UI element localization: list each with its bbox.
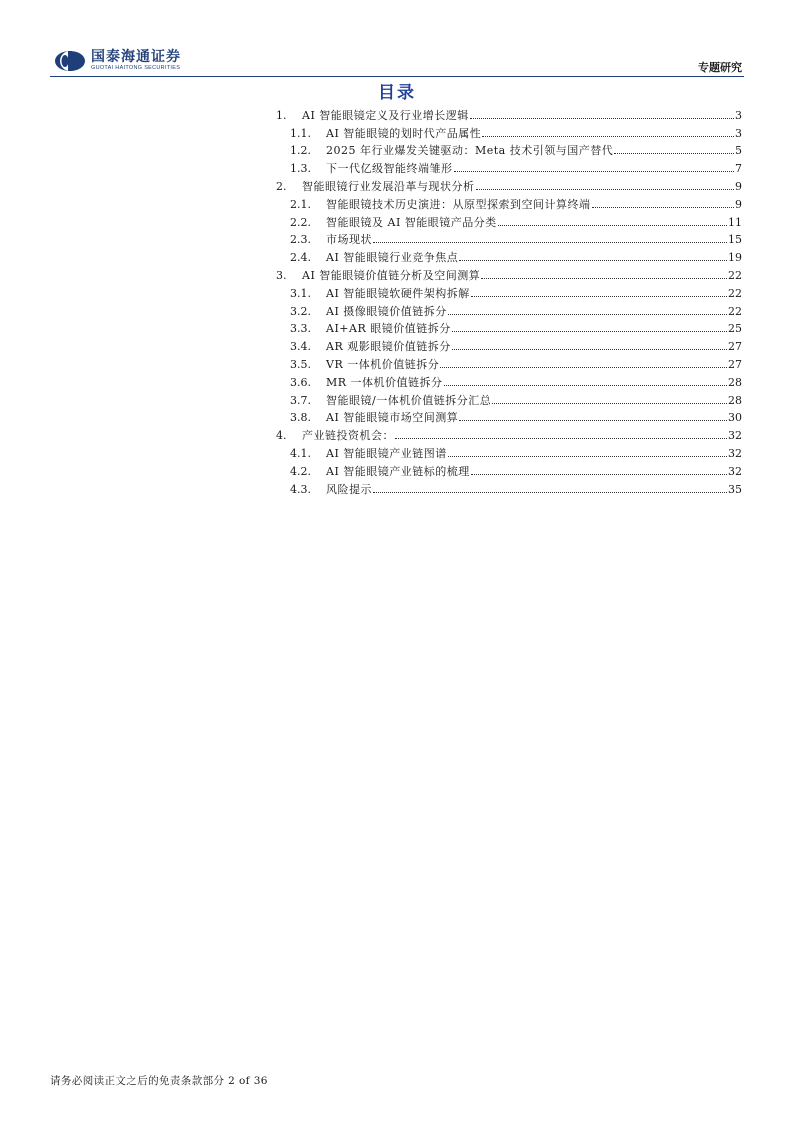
toc-entry-label: MR 一体机价值链拆分 bbox=[326, 375, 443, 389]
toc-entry-number: 2.3. bbox=[290, 233, 311, 247]
toc-subsection[interactable] bbox=[276, 335, 742, 353]
toc-entry-label: 产业链投资机会： bbox=[302, 429, 394, 443]
toc-entry-number: 3.4. bbox=[290, 340, 311, 354]
toc-section[interactable] bbox=[276, 175, 742, 193]
toc-leader-dots bbox=[448, 314, 727, 315]
toc-leader-dots bbox=[481, 278, 727, 279]
toc-entry-number: 3.1. bbox=[290, 286, 311, 300]
toc-entry-page: 11 bbox=[728, 215, 742, 229]
toc-entry-label: AI 智能眼镜的划时代产品属性 bbox=[326, 126, 482, 140]
toc-entry-label: AI 智能眼镜软硬件架构拆解 bbox=[326, 286, 470, 300]
toc-subsection[interactable] bbox=[276, 478, 742, 496]
page-footer: 请务必阅读正文之后的免责条款部分 2 of 36 bbox=[50, 1075, 268, 1087]
toc-entry-number: 4. bbox=[276, 429, 287, 443]
toc-subsection[interactable] bbox=[276, 353, 742, 371]
toc-entry-label: AI 智能眼镜产业链标的梳理 bbox=[326, 464, 470, 478]
toc-entry-label: AI 智能眼镜价值链分析及空间测算 bbox=[302, 268, 481, 282]
toc-entry-page: 32 bbox=[728, 429, 742, 443]
toc-leader-dots bbox=[452, 331, 727, 332]
toc-entry-label: AI+AR 眼镜价值链拆分 bbox=[326, 322, 451, 336]
toc-entry-number: 3.2. bbox=[290, 304, 311, 318]
toc-entry-page: 7 bbox=[735, 162, 742, 176]
toc-leader-dots bbox=[471, 474, 727, 475]
report-type-label: 专题研究 bbox=[698, 61, 742, 74]
toc-leader-dots bbox=[498, 225, 727, 226]
toc-entry-number: 2. bbox=[276, 179, 287, 193]
toc-leader-dots bbox=[614, 153, 734, 154]
table-of-contents bbox=[276, 104, 742, 496]
toc-leader-dots bbox=[476, 189, 735, 190]
toc-entry-label: AI 智能眼镜定义及行业增长逻辑 bbox=[302, 108, 469, 122]
toc-entry-page: 35 bbox=[728, 482, 742, 496]
toc-entry-number: 1.3. bbox=[290, 162, 311, 176]
toc-entry-number: 3.7. bbox=[290, 393, 311, 407]
toc-entry-page: 3 bbox=[735, 126, 742, 140]
toc-entry-number: 1. bbox=[276, 108, 287, 122]
company-logo-icon bbox=[54, 50, 86, 72]
toc-leader-dots bbox=[482, 136, 734, 137]
toc-leader-dots bbox=[592, 207, 735, 208]
toc-entry-number: 3.6. bbox=[290, 375, 311, 389]
toc-entry-page: 15 bbox=[728, 233, 742, 247]
toc-subsection[interactable] bbox=[276, 300, 742, 318]
toc-entry-page: 19 bbox=[728, 251, 742, 265]
toc-leader-dots bbox=[470, 118, 734, 119]
toc-leader-dots bbox=[459, 260, 727, 261]
toc-entry-label: 智能眼镜/一体机价值链拆分汇总 bbox=[326, 393, 492, 407]
toc-entry-number: 3.5. bbox=[290, 357, 311, 371]
toc-entry-page: 9 bbox=[735, 179, 742, 193]
toc-entry-number: 3.3. bbox=[290, 322, 311, 336]
toc-subsection[interactable] bbox=[276, 246, 742, 264]
toc-entry-label: AI 摄像眼镜价值链拆分 bbox=[326, 304, 447, 318]
toc-subsection[interactable] bbox=[276, 389, 742, 407]
toc-entry-page: 22 bbox=[728, 268, 742, 282]
toc-leader-dots bbox=[373, 492, 727, 493]
toc-leader-dots bbox=[452, 349, 727, 350]
toc-entry-page: 3 bbox=[735, 108, 742, 122]
toc-entry-page: 27 bbox=[728, 357, 742, 371]
toc-entry-number: 2.4. bbox=[290, 251, 311, 265]
toc-entry-label: 风险提示 bbox=[326, 482, 372, 496]
company-logo bbox=[54, 50, 181, 72]
toc-entry-page: 32 bbox=[728, 446, 742, 460]
toc-subsection[interactable] bbox=[276, 211, 742, 229]
toc-entry-number: 4.2. bbox=[290, 464, 311, 478]
toc-section[interactable] bbox=[276, 424, 742, 442]
toc-leader-dots bbox=[454, 171, 735, 172]
toc-section[interactable] bbox=[276, 264, 742, 282]
toc-subsection[interactable] bbox=[276, 229, 742, 247]
toc-entry-label: 2025 年行业爆发关键驱动：Meta 技术引领与国产替代 bbox=[326, 144, 614, 158]
toc-leader-dots bbox=[440, 367, 727, 368]
toc-subsection[interactable] bbox=[276, 371, 742, 389]
toc-entry-page: 9 bbox=[735, 197, 742, 211]
toc-leader-dots bbox=[373, 242, 727, 243]
toc-entry-label: AI 智能眼镜行业竞争焦点 bbox=[326, 251, 459, 265]
toc-entry-number: 4.3. bbox=[290, 482, 311, 496]
toc-entry-label: VR 一体机价值链拆分 bbox=[326, 357, 440, 371]
toc-subsection[interactable] bbox=[276, 442, 742, 460]
toc-entry-label: AR 观影眼镜价值链拆分 bbox=[326, 340, 451, 354]
toc-entry-label: 智能眼镜行业发展沿革与现状分析 bbox=[302, 179, 475, 193]
toc-entry-page: 27 bbox=[728, 340, 742, 354]
toc-entry-number: 2.1. bbox=[290, 197, 311, 211]
toc-section[interactable] bbox=[276, 104, 742, 122]
toc-entry-label: 市场现状 bbox=[326, 233, 372, 247]
toc-subsection[interactable] bbox=[276, 140, 742, 158]
toc-leader-dots bbox=[459, 420, 727, 421]
toc-entry-page: 32 bbox=[728, 464, 742, 478]
company-name-cn: 国泰海通证券 bbox=[91, 49, 181, 66]
toc-entry-label: 智能眼镜及 AI 智能眼镜产品分类 bbox=[326, 215, 497, 229]
toc-subsection[interactable] bbox=[276, 157, 742, 175]
toc-title: 目录 bbox=[378, 83, 416, 103]
toc-entry-number: 1.2. bbox=[290, 144, 311, 158]
toc-entry-page: 5 bbox=[735, 144, 742, 158]
toc-entry-page: 28 bbox=[728, 375, 742, 389]
toc-leader-dots bbox=[471, 296, 727, 297]
toc-entry-label: AI 智能眼镜市场空间测算 bbox=[326, 411, 459, 425]
toc-subsection[interactable] bbox=[276, 122, 742, 140]
toc-entry-number: 1.1. bbox=[290, 126, 311, 140]
toc-subsection[interactable] bbox=[276, 193, 742, 211]
toc-subsection[interactable] bbox=[276, 318, 742, 336]
toc-entry-number: 3. bbox=[276, 268, 287, 282]
toc-entry-label: 下一代亿级智能终端雏形 bbox=[326, 162, 453, 176]
toc-entry-number: 3.8. bbox=[290, 411, 311, 425]
toc-entry-page: 30 bbox=[728, 411, 742, 425]
toc-entry-label: AI 智能眼镜产业链图谱 bbox=[326, 446, 447, 460]
toc-subsection[interactable] bbox=[276, 407, 742, 425]
company-name-en: GUOTAI HAITONG SECURITIES bbox=[91, 65, 181, 72]
toc-leader-dots bbox=[492, 403, 727, 404]
toc-entry-number: 4.1. bbox=[290, 446, 311, 460]
toc-entry-number: 2.2. bbox=[290, 215, 311, 229]
toc-entry-page: 28 bbox=[728, 393, 742, 407]
toc-subsection[interactable] bbox=[276, 282, 742, 300]
toc-entry-page: 25 bbox=[728, 322, 742, 336]
page-header bbox=[50, 48, 744, 77]
toc-entry-label: 智能眼镜技术历史演进：从原型探索到空间计算终端 bbox=[326, 197, 591, 211]
toc-leader-dots bbox=[395, 438, 727, 439]
toc-leader-dots bbox=[444, 385, 727, 386]
toc-subsection[interactable] bbox=[276, 460, 742, 478]
toc-leader-dots bbox=[448, 456, 727, 457]
toc-entry-page: 22 bbox=[728, 304, 742, 318]
toc-entry-page: 22 bbox=[728, 286, 742, 300]
